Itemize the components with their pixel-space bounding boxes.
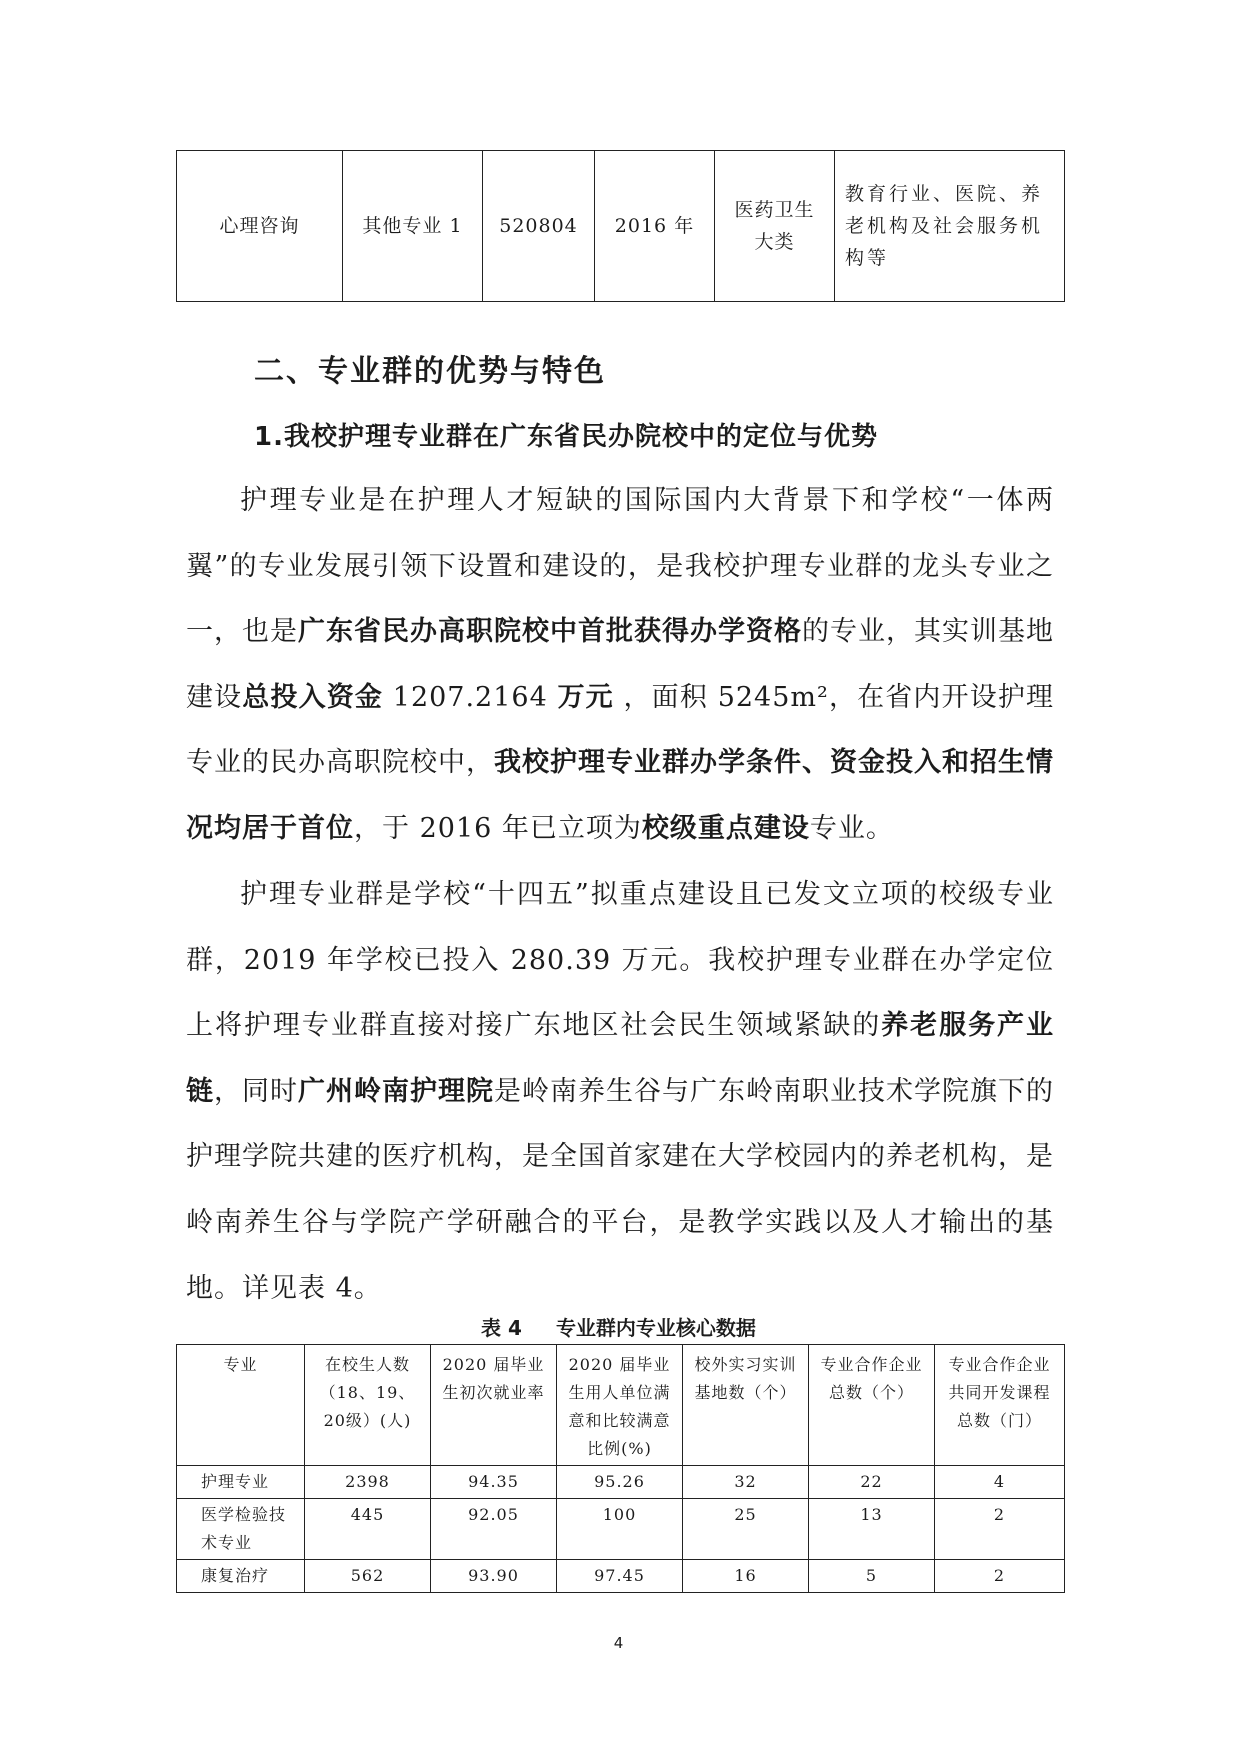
table-cell: 32 bbox=[683, 1466, 809, 1499]
text-run: 的专业，其实训基地建设 bbox=[186, 616, 1054, 713]
text-run: ，于 2016 年已立项为 bbox=[354, 812, 642, 844]
column-header: 专业合作企业总数（个） bbox=[809, 1345, 935, 1466]
table-cell: 医学检验技术专业 bbox=[177, 1499, 305, 1560]
bold-text-run: 广州岭南护理院 bbox=[298, 1075, 494, 1107]
table-cell: 教育行业、医院、养老机构及社会服务机构等 bbox=[835, 151, 1065, 302]
table-cell: 康复治疗 bbox=[177, 1560, 305, 1593]
table-cell: 2 bbox=[935, 1560, 1065, 1593]
table-cell: 93.90 bbox=[431, 1560, 557, 1593]
table-cell: 2016 年 bbox=[595, 151, 715, 302]
paragraph-1 bbox=[186, 468, 1054, 862]
text-run: 护理专业群是学校“十四五”拟重点建设且已发文立项的校级专业群，2019 年学校已投入 280.39 万元。我校护理专业群在办学定位上将护理专业群直接对接广东地区社会民生领域紧缺的 bbox=[186, 879, 1054, 1042]
column-header: 在校生人数（18、19、20级）(人) bbox=[305, 1345, 431, 1466]
column-header: 专业合作企业共同开发课程总数（门） bbox=[935, 1345, 1065, 1466]
subsection-heading: 1.我校护理专业群在广东省民办院校中的定位与优势 bbox=[254, 422, 878, 452]
table-row bbox=[177, 1466, 1065, 1499]
table-cell: 94.35 bbox=[431, 1466, 557, 1499]
table-cell: 4 bbox=[935, 1466, 1065, 1499]
table-cell: 2 bbox=[935, 1499, 1065, 1560]
table-cell: 95.26 bbox=[557, 1466, 683, 1499]
table-caption bbox=[0, 1312, 1237, 1341]
table-cell: 医药卫生大类 bbox=[715, 151, 835, 302]
text-run: 1207.2164 bbox=[383, 681, 558, 713]
table-cell: 22 bbox=[809, 1466, 935, 1499]
major-table-continued bbox=[176, 150, 1065, 302]
table-cell: 92.05 bbox=[431, 1499, 557, 1560]
text-run: 专业。 bbox=[809, 812, 894, 844]
column-header: 2020 届毕业生初次就业率 bbox=[431, 1345, 557, 1466]
table-cell: 心理咨询 bbox=[177, 151, 343, 302]
bold-text-run: 我校护理专业群办学条件、资金投入和招生情况均居于首位 bbox=[186, 747, 1054, 844]
text-run: 是岭南养生谷与广东岭南职业技术学院旗下的护理学院共建的医疗机构，是全国首家建在大学校园内的养老机构，是岭南养生谷与学院产学研融合的平台，是教学实践以及人才输出的基地。详见表 4。 bbox=[186, 1075, 1054, 1304]
page-number: 4 bbox=[613, 1634, 624, 1652]
column-header: 2020 届毕业生用人单位满意和比较满意比例(%) bbox=[557, 1345, 683, 1466]
text-run: 护理专业是在护理人才短缺的国际国内大背景下和学校“一体两翼”的专业发展引领下设置和建设的，是我校护理专业群的龙头专业之一，也是 bbox=[186, 485, 1054, 648]
bold-text-run: 养老服务产业链 bbox=[186, 1010, 1054, 1107]
table-cell: 5 bbox=[809, 1560, 935, 1593]
table-cell: 其他专业 1 bbox=[343, 151, 483, 302]
section-heading: 二、专业群的优势与特色 bbox=[254, 354, 606, 389]
table-cell: 520804 bbox=[483, 151, 595, 302]
text-run: ，面积 5245m²，在省内开设护理专业的民办高职院校中， bbox=[186, 681, 1054, 779]
table-cell: 16 bbox=[683, 1560, 809, 1593]
column-header: 专业 bbox=[177, 1345, 305, 1466]
core-data-table bbox=[176, 1344, 1065, 1593]
table-header-row bbox=[177, 1345, 1065, 1466]
table-cell: 445 bbox=[305, 1499, 431, 1560]
table-row bbox=[177, 151, 1065, 302]
caption-number: 表 4 bbox=[481, 1316, 522, 1340]
paragraph-2 bbox=[186, 862, 1054, 1321]
bold-text-run: 校级重点建设 bbox=[641, 812, 810, 844]
table-cell: 100 bbox=[557, 1499, 683, 1560]
table-row bbox=[177, 1499, 1065, 1560]
bold-text-run: 总投入资金 bbox=[242, 681, 384, 713]
table-row bbox=[177, 1560, 1065, 1593]
bold-text-run: 万元 bbox=[557, 681, 614, 713]
table-cell: 13 bbox=[809, 1499, 935, 1560]
column-header: 校外实习实训基地数（个） bbox=[683, 1345, 809, 1466]
table-cell: 97.45 bbox=[557, 1560, 683, 1593]
table-cell: 25 bbox=[683, 1499, 809, 1560]
caption-title: 专业群内专业核心数据 bbox=[555, 1316, 756, 1340]
bold-text-run: 广东省民办高职院校中首批获得办学资格 bbox=[298, 616, 802, 648]
text-run: ，同时 bbox=[214, 1075, 298, 1107]
table-cell: 562 bbox=[305, 1560, 431, 1593]
table-cell: 2398 bbox=[305, 1466, 431, 1499]
table-cell: 护理专业 bbox=[177, 1466, 305, 1499]
